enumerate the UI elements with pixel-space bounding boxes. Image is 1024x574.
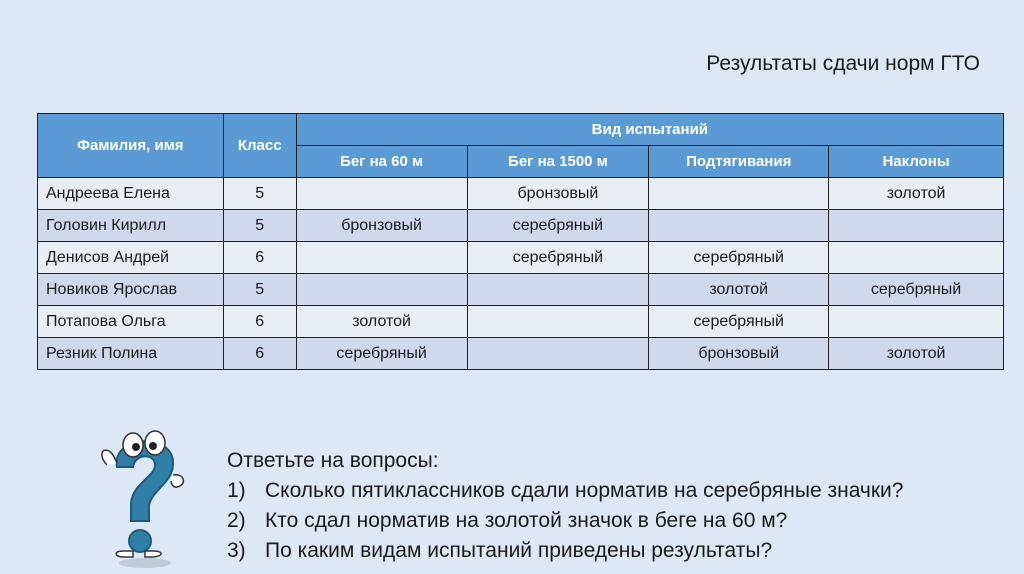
table-row bbox=[38, 178, 1004, 210]
cell-result bbox=[829, 306, 1004, 338]
table-row bbox=[38, 274, 1004, 306]
cell-result bbox=[296, 274, 467, 306]
cell-result bbox=[467, 338, 649, 370]
header-grade: Класс bbox=[223, 114, 296, 178]
question-text: Кто сдал норматив на золотой значок в беге на 60 м? bbox=[265, 509, 788, 532]
cell-result bbox=[296, 178, 467, 210]
header-test: Бег на 1500 м bbox=[467, 146, 649, 178]
question-number: 1) bbox=[227, 479, 246, 502]
question-mark-character-icon bbox=[93, 425, 193, 570]
questions-heading: Ответьте на вопросы: bbox=[227, 449, 439, 472]
cell-result bbox=[649, 210, 829, 242]
cell-name: Головин Кирилл bbox=[38, 210, 224, 242]
header-test: Бег на 60 м bbox=[296, 146, 467, 178]
results-table bbox=[37, 113, 1004, 370]
cell-name: Андреева Елена bbox=[38, 178, 224, 210]
cell-grade: 6 bbox=[223, 306, 296, 338]
header-name: Фамилия, имя bbox=[38, 114, 224, 178]
cell-result: бронзовый bbox=[467, 178, 649, 210]
cell-result: серебряный bbox=[467, 210, 649, 242]
question-item bbox=[227, 506, 903, 536]
cell-result bbox=[467, 274, 649, 306]
slide-title: Результаты сдачи норм ГТО bbox=[706, 52, 980, 75]
cell-result bbox=[467, 306, 649, 338]
cell-result bbox=[829, 242, 1004, 274]
cell-result: серебряный bbox=[829, 274, 1004, 306]
cell-result: серебряный bbox=[467, 242, 649, 274]
cell-result: бронзовый bbox=[649, 338, 829, 370]
cell-result bbox=[829, 210, 1004, 242]
header-test-group: Вид испытаний bbox=[296, 114, 1003, 146]
cell-result: серебряный bbox=[296, 338, 467, 370]
table-row bbox=[38, 242, 1004, 274]
cell-grade: 5 bbox=[223, 210, 296, 242]
cell-name: Денисов Андрей bbox=[38, 242, 224, 274]
questions-list bbox=[227, 476, 903, 566]
cell-grade: 5 bbox=[223, 178, 296, 210]
cell-result: золотой bbox=[649, 274, 829, 306]
cell-result: серебряный bbox=[649, 242, 829, 274]
cell-result: золотой bbox=[296, 306, 467, 338]
cell-result: бронзовый bbox=[296, 210, 467, 242]
question-text: Сколько пятиклассников сдали норматив на серебряные значки? bbox=[265, 479, 904, 502]
cell-result: серебряный bbox=[649, 306, 829, 338]
cell-grade: 5 bbox=[223, 274, 296, 306]
header-test: Наклоны bbox=[829, 146, 1004, 178]
cell-result bbox=[649, 178, 829, 210]
table-row bbox=[38, 210, 1004, 242]
cell-result bbox=[296, 242, 467, 274]
question-item bbox=[227, 536, 903, 566]
question-text: По каким видам испытаний приведены результаты? bbox=[265, 539, 773, 562]
question-number: 2) bbox=[227, 509, 246, 532]
cell-result: золотой bbox=[829, 178, 1004, 210]
cell-grade: 6 bbox=[223, 338, 296, 370]
table-row bbox=[38, 338, 1004, 370]
cell-name: Резник Полина bbox=[38, 338, 224, 370]
cell-grade: 6 bbox=[223, 242, 296, 274]
questions-block bbox=[227, 446, 903, 566]
cell-result: золотой bbox=[829, 338, 1004, 370]
header-test: Подтягивания bbox=[649, 146, 829, 178]
question-number: 3) bbox=[227, 539, 246, 562]
table-row bbox=[38, 306, 1004, 338]
cell-name: Новиков Ярослав bbox=[38, 274, 224, 306]
cell-name: Потапова Ольга bbox=[38, 306, 224, 338]
question-item bbox=[227, 476, 903, 506]
